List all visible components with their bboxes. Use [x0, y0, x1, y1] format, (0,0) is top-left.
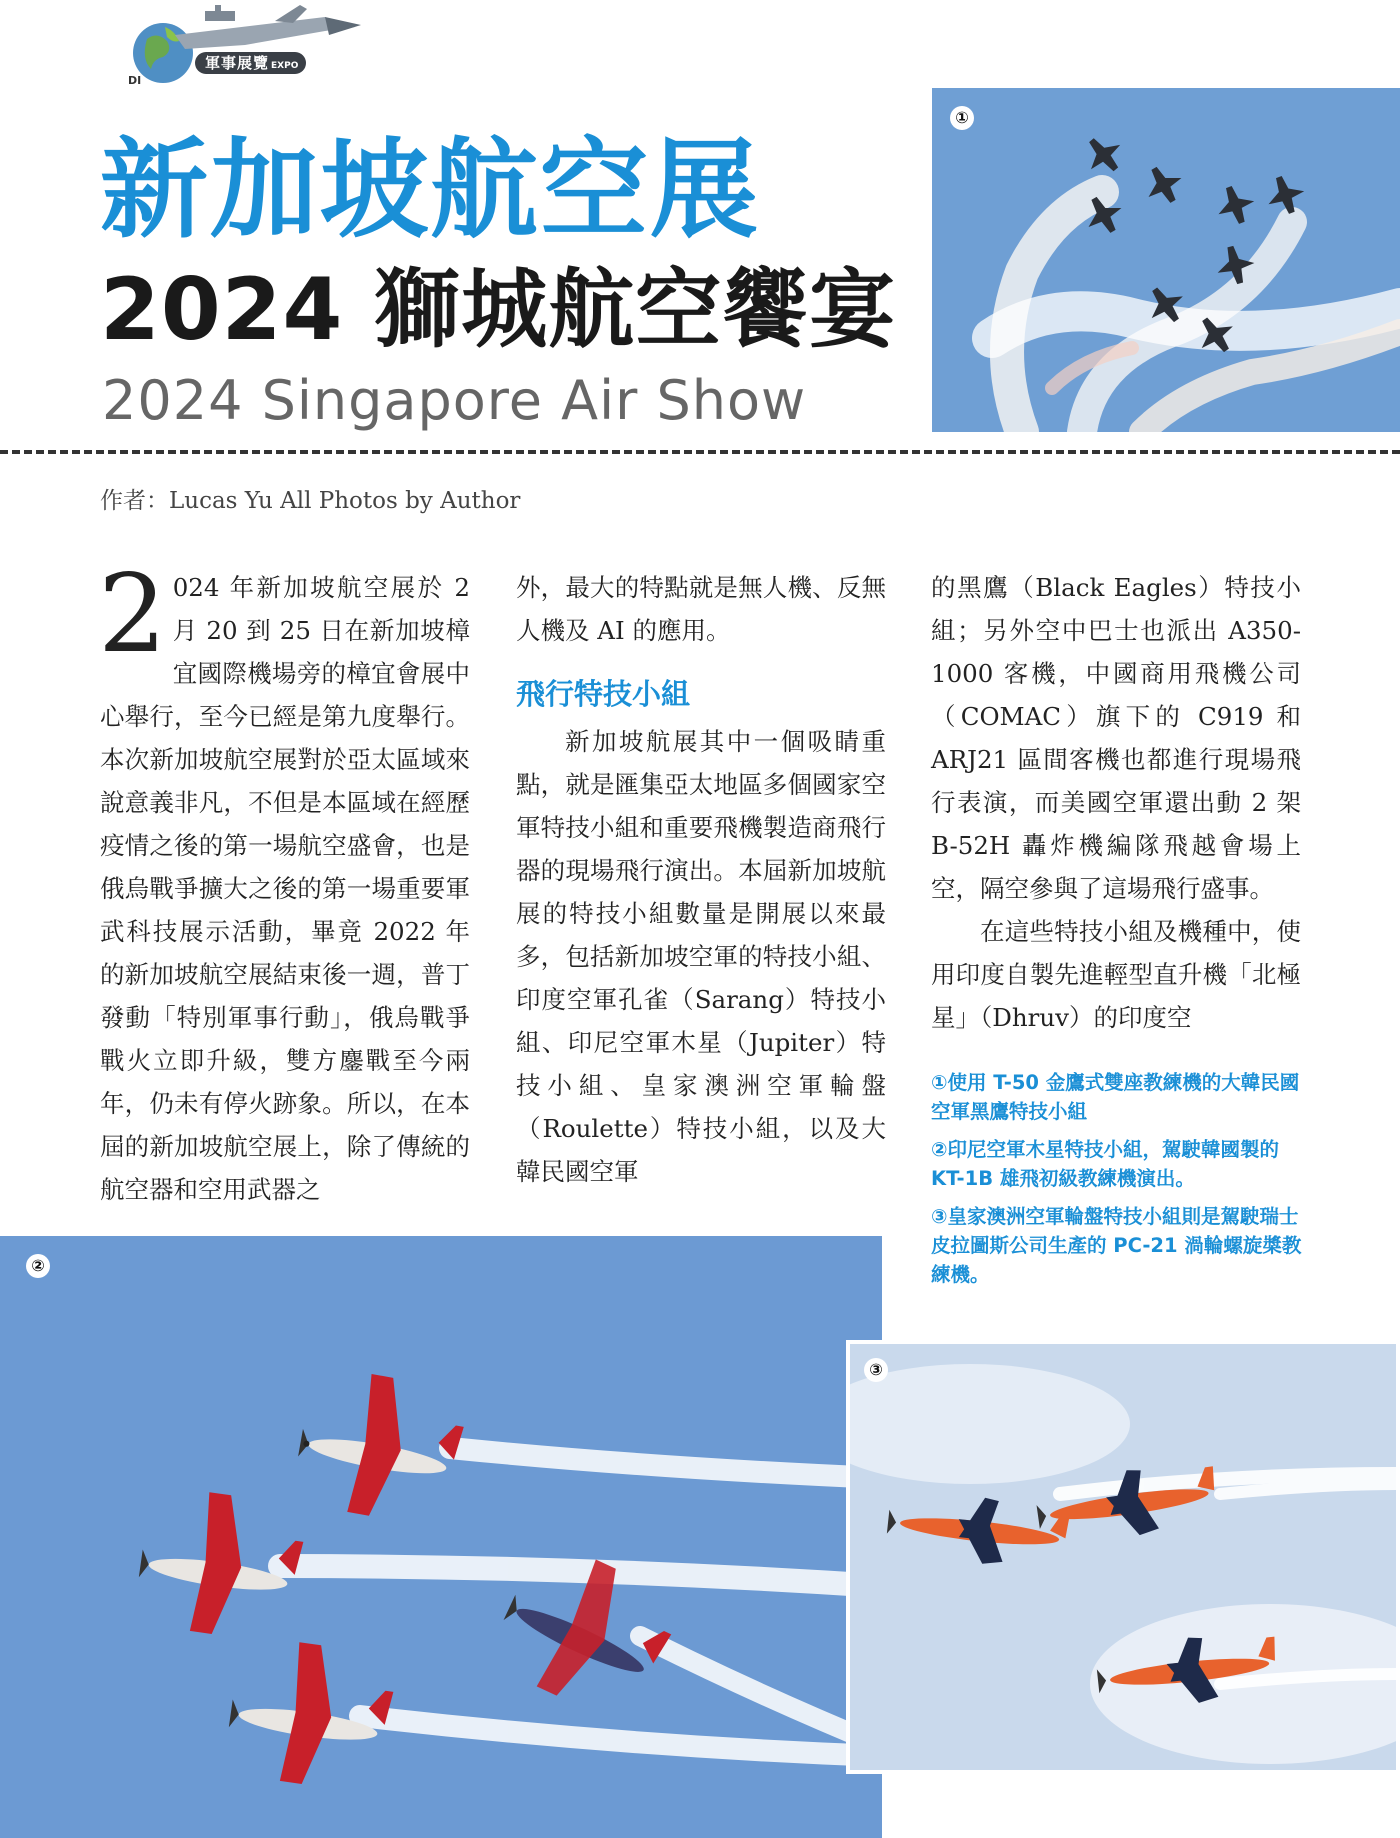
article-column-1 [98, 552, 470, 1211]
photo-roulettes [846, 1340, 1400, 1774]
column2-intro: 外，最大的特點就是無人機、反無人機及 AI 的應用。 [516, 573, 886, 645]
column3-paragraph-2: 在這些特技小組及機種中，使用印度自製先進輕型直升機「北極星」（Dhruv）的印度空 [931, 917, 1301, 1032]
dropcap: 2 [98, 552, 167, 677]
column1-text: 024 年新加坡航空展於 2 月 20 到 25 日在新加坡樟宜國際機場旁的樟宜會展中心舉行，至今已經是第九度舉行。本次新加坡航空展對於亞太區域來說意義非凡，不但是本區域在經歷疫情之後的第一場航空盛會，也是俄烏戰爭擴大之後的第一場重要軍武科技展示活動，畢竟 2022 年的新加坡航空展結束後一週，普丁發動「特別軍事行動」，俄烏戰爭戰火立即升級，雙方鏖戰至今兩年，仍未有停火跡象。所以，在本屆的新加坡航空展上，除了傳統的航空器和空用武器之 [100, 573, 470, 1204]
photo1-number: ① [950, 106, 974, 130]
caption-3: ③皇家澳洲空軍輪盤特技小組則是駕駛瑞士皮拉圖斯公司生產的 PC-21 渦輪螺旋槳教練機。 [931, 1205, 1302, 1286]
column3-paragraph-1: 的黑鷹（Black Eagles）特技小組；另外空中巴士也派出 A350-1000 客機，中國商用飛機公司（COMAC）旗下的 C919 和 ARJ21 區間客機也都進行現場飛行表演，而美國空軍還出動 2 架 B-52H 轟炸機編隊飛越會場上空，隔空參與了這場飛行盛事。 [931, 573, 1301, 903]
caption-2: ②印尼空軍木星特技小組，駕駛韓國製的 KT-1B 雄飛初級教練機演出。 [931, 1138, 1280, 1190]
article-column-2 [516, 566, 886, 1193]
page-title: 新加坡航空展 [100, 128, 761, 253]
byline: 作者：Lucas Yu All Photos by Author [100, 488, 521, 514]
logo-label [195, 52, 306, 74]
photo-jupiter-team [0, 1236, 882, 1838]
photo2-number: ② [26, 1254, 50, 1278]
photo-captions [931, 1068, 1303, 1298]
header-divider [0, 450, 1400, 454]
caption-1: ①使用 T-50 金鷹式雙座教練機的大韓民國空軍黑鷹特技小組 [931, 1071, 1300, 1123]
logo-text: 軍事展覽 [205, 54, 270, 72]
logo-expo-text: EXPO [271, 61, 299, 71]
column2-paragraph: 新加坡航展其中一個吸睛重點，就是匯集亞太地區多個國家空軍特技小組和重要飛機製造商飛行器的現場飛行演出。本屆新加坡航展的特技小組數量是開展以來最多，包括新加坡空軍的特技小組、印度空軍孔雀（Sarang）特技小組、印尼空軍木星（Jupiter）特技小組、皇家澳洲空軍輪盤（Roulette）特技小組，以及大韓民國空軍 [516, 727, 886, 1186]
magazine-section-logo [125, 5, 365, 95]
photo3-number: ③ [864, 1358, 888, 1382]
logo-mark: DI [128, 74, 142, 87]
section-heading: 飛行特技小組 [516, 677, 691, 711]
photo-black-eagles [932, 88, 1400, 432]
article-column-3 [931, 566, 1301, 1039]
english-title: 2024 Singapore Air Show [102, 369, 807, 432]
globe-jet-icon [125, 5, 365, 95]
page-subtitle: 2024 獅城航空饗宴 [100, 260, 897, 360]
